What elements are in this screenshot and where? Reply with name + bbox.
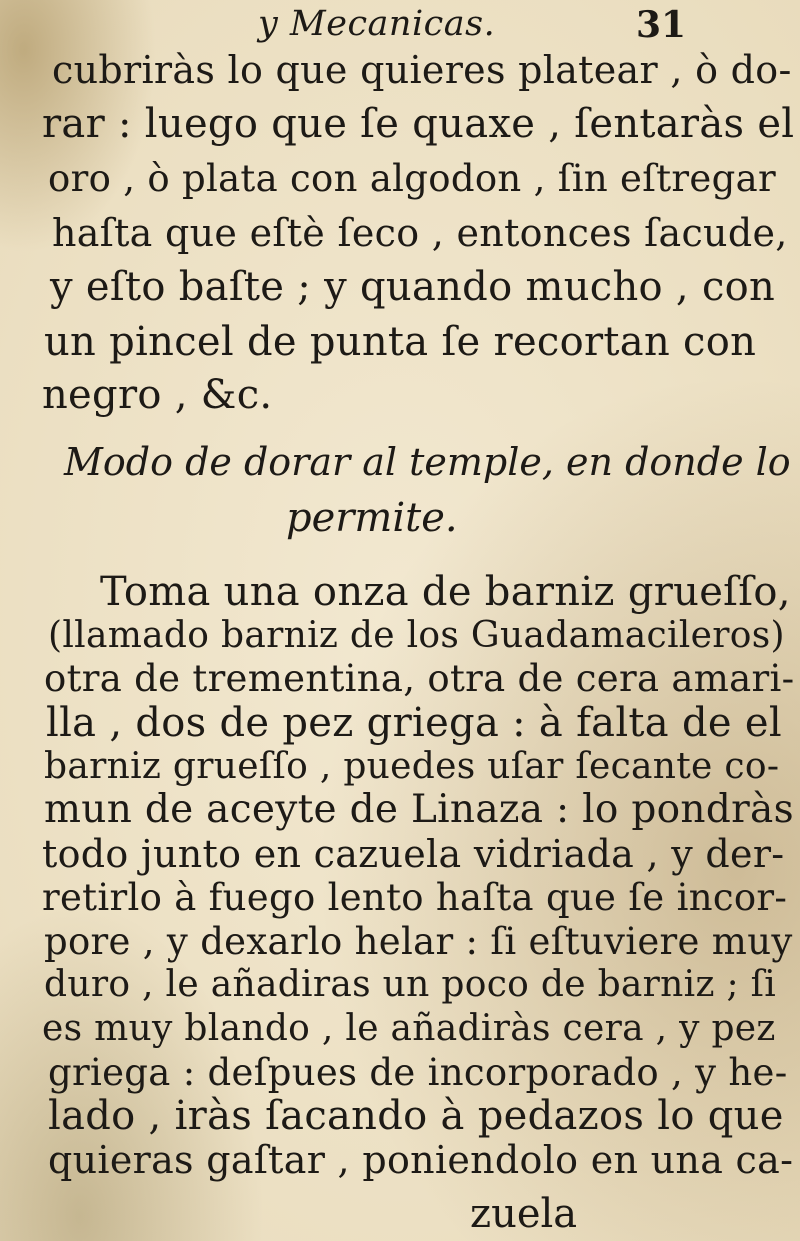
text-line: quieras gaſtar , poniendolo en una ca- bbox=[48, 1138, 794, 1182]
section-title-line: Modo de dorar al temple, en donde lo bbox=[64, 440, 791, 484]
text-line: barniz grueſſo , puedes uſar ſecante co- bbox=[44, 745, 780, 787]
text-line: rar : luego que ſe quaxe , ſentaràs el bbox=[42, 101, 795, 147]
text-line: es muy blando , le añadiràs cera , y pez bbox=[42, 1007, 776, 1049]
text-line: todo junto en cazuela vidriada , y der- bbox=[42, 832, 785, 877]
text-line: negro , &c. bbox=[42, 372, 273, 418]
text-line: haſta que eſtè ſeco , entonces ſacude, bbox=[52, 211, 788, 255]
page-number: 31 bbox=[636, 4, 687, 46]
text-line: lado , iràs ſacando à pedazos lo que bbox=[48, 1093, 784, 1140]
catchword: zuela bbox=[470, 1191, 578, 1237]
section-title-line: permite. bbox=[286, 495, 458, 541]
text-line: y eſto baſte ; y quando mucho , con bbox=[50, 264, 776, 310]
text-line: (llamado barniz de los Guadamacileros) bbox=[48, 614, 785, 656]
running-title: y Mecanicas. bbox=[258, 4, 496, 44]
text-line: pore , y dexarlo helar : ſi eſtuviere muy bbox=[44, 919, 793, 963]
page-header bbox=[0, 4, 800, 44]
text-line: otra de trementina, otra de cera amari- bbox=[44, 657, 795, 701]
text-line: cubriràs lo que quieres platear , ò do- bbox=[52, 48, 792, 92]
text-line: retirlo à fuego lento haſta que ſe incor- bbox=[42, 875, 788, 919]
text-line: duro , le añadiras un poco de barniz ; ſi bbox=[44, 964, 777, 1006]
text-line: mun de aceyte de Linaza : lo pondràs bbox=[44, 787, 794, 833]
text-line: un pincel de punta ſe recortan con bbox=[44, 319, 757, 365]
text-line: oro , ò plata con algodon , ſin eſtregar bbox=[48, 157, 776, 200]
text-line: Toma una onza de barniz grueſſo, bbox=[100, 569, 791, 615]
text-line: griega : deſpues de incorporado , y he- bbox=[48, 1050, 788, 1094]
text-line: lla , dos de pez griega : à falta de el bbox=[46, 700, 782, 747]
